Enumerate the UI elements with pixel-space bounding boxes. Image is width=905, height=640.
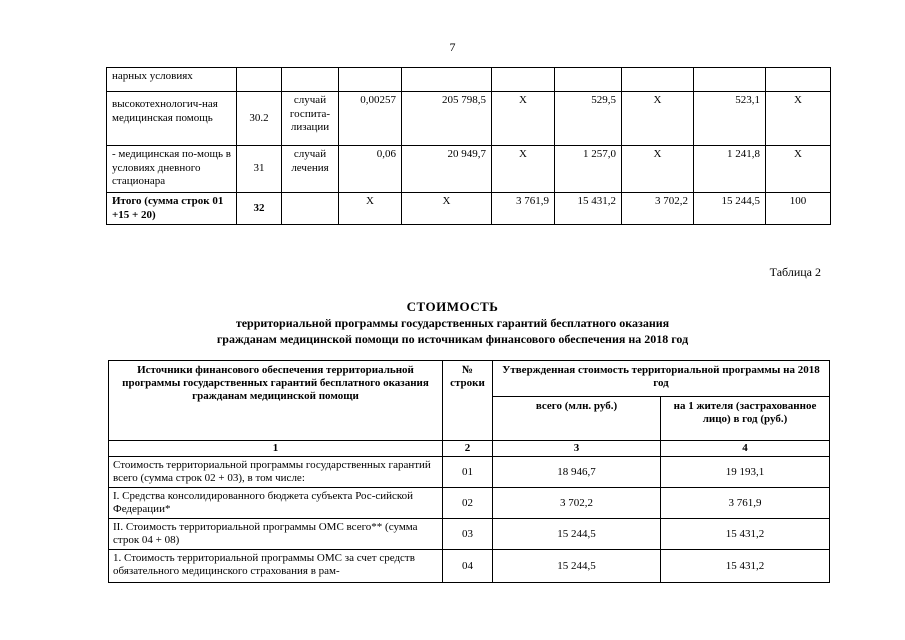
table-row xyxy=(109,550,830,583)
value-cell: 1 257,0 xyxy=(555,146,622,193)
per-resident-cell: 15 431,2 xyxy=(661,550,830,583)
value-cell: Х xyxy=(766,92,831,146)
column-index: 3 xyxy=(493,441,661,457)
per-resident-cell: 15 431,2 xyxy=(661,519,830,550)
header-approved-cost: Утвержденная стоимость территориальной программы на 2018 год xyxy=(493,361,830,397)
table-row xyxy=(107,193,831,225)
per-resident-cell: 3 761,9 xyxy=(661,488,830,519)
row-number: 03 xyxy=(443,519,493,550)
value-cell: Х xyxy=(402,193,492,225)
value-cell: 0,00257 xyxy=(339,92,402,146)
row-number: 32 xyxy=(237,193,282,225)
source-cell: II. Стоимость территориальной программы ОМС всего** (сумма строк 04 + 08) xyxy=(109,519,443,550)
page-number: 7 xyxy=(449,40,456,54)
section-title: СТОИМОСТЬ xyxy=(406,299,499,314)
total-cell: 18 946,7 xyxy=(493,457,661,488)
value-cell: 529,5 xyxy=(555,92,622,146)
table-row xyxy=(107,92,831,146)
table-label: Таблица 2 xyxy=(769,265,821,279)
row-number: 02 xyxy=(443,488,493,519)
header-total: всего (млн. руб.) xyxy=(493,397,661,441)
header-row xyxy=(109,361,830,397)
value-cell: 15 244,5 xyxy=(694,193,766,225)
table-2-cost xyxy=(108,360,830,583)
row-name: высокотехнологич-ная медицинская помощь xyxy=(107,92,237,146)
table-row xyxy=(107,146,831,193)
value-cell: Х xyxy=(766,146,831,193)
source-cell: I. Средства консолидированного бюджета субъекта Рос-сийской Федерации* xyxy=(109,488,443,519)
header-source: Источники финансового обеспечения территориальной программы государственных гарантий бесплатного оказания гражданам медицинской помощи xyxy=(109,361,443,441)
row-name: - медицинская по-мощь в условиях дневного стационара xyxy=(107,146,237,193)
value-cell: 523,1 xyxy=(694,92,766,146)
value-cell: 1 241,8 xyxy=(694,146,766,193)
total-cell: 15 244,5 xyxy=(493,519,661,550)
per-resident-cell: 19 193,1 xyxy=(661,457,830,488)
row-number: 04 xyxy=(443,550,493,583)
value-cell: Х xyxy=(339,193,402,225)
table-1-continuation xyxy=(106,67,831,225)
unit-cell: случай госпита-лизации xyxy=(282,92,339,146)
value-cell: Х xyxy=(622,146,694,193)
column-index: 4 xyxy=(661,441,830,457)
source-cell: Стоимость территориальной программы государственных гарантий всего (сумма строк 02 + 03), в том числе: xyxy=(109,457,443,488)
total-cell: 15 244,5 xyxy=(493,550,661,583)
row-name: Итого (сумма строк 01 +15 + 20) xyxy=(107,193,237,225)
table-row xyxy=(107,68,831,92)
value-cell: Х xyxy=(492,146,555,193)
value-cell: 0,06 xyxy=(339,146,402,193)
value-cell: 20 949,7 xyxy=(402,146,492,193)
index-row xyxy=(109,441,830,457)
header-row-number: № строки xyxy=(443,361,493,441)
row-number: 01 xyxy=(443,457,493,488)
table-row xyxy=(109,519,830,550)
value-cell: 3 761,9 xyxy=(492,193,555,225)
source-cell: 1. Стоимость территориальной программы ОМС за счет средств обязательного медицинского страхования в рам- xyxy=(109,550,443,583)
value-cell: 205 798,5 xyxy=(402,92,492,146)
value-cell: 15 431,2 xyxy=(555,193,622,225)
value-cell: Х xyxy=(622,92,694,146)
section-subtitle-line-1: территориальной программы государственных гарантий бесплатного оказания xyxy=(235,316,670,330)
value-cell: 100 xyxy=(766,193,831,225)
unit-cell: случай лечения xyxy=(282,146,339,193)
header-per-resident: на 1 жителя (застрахованное лицо) в год (руб.) xyxy=(661,397,830,441)
table-row xyxy=(109,488,830,519)
column-index: 1 xyxy=(109,441,443,457)
value-cell: 3 702,2 xyxy=(622,193,694,225)
total-cell: 3 702,2 xyxy=(493,488,661,519)
section-subtitle-line-2: гражданам медицинской помощи по источникам финансового обеспечения на 2018 год xyxy=(216,332,689,346)
row-number: 30.2 xyxy=(237,92,282,146)
table-row xyxy=(109,457,830,488)
row-name: нарных условиях xyxy=(107,68,237,92)
row-number: 31 xyxy=(237,146,282,193)
column-index: 2 xyxy=(443,441,493,457)
value-cell: Х xyxy=(492,92,555,146)
